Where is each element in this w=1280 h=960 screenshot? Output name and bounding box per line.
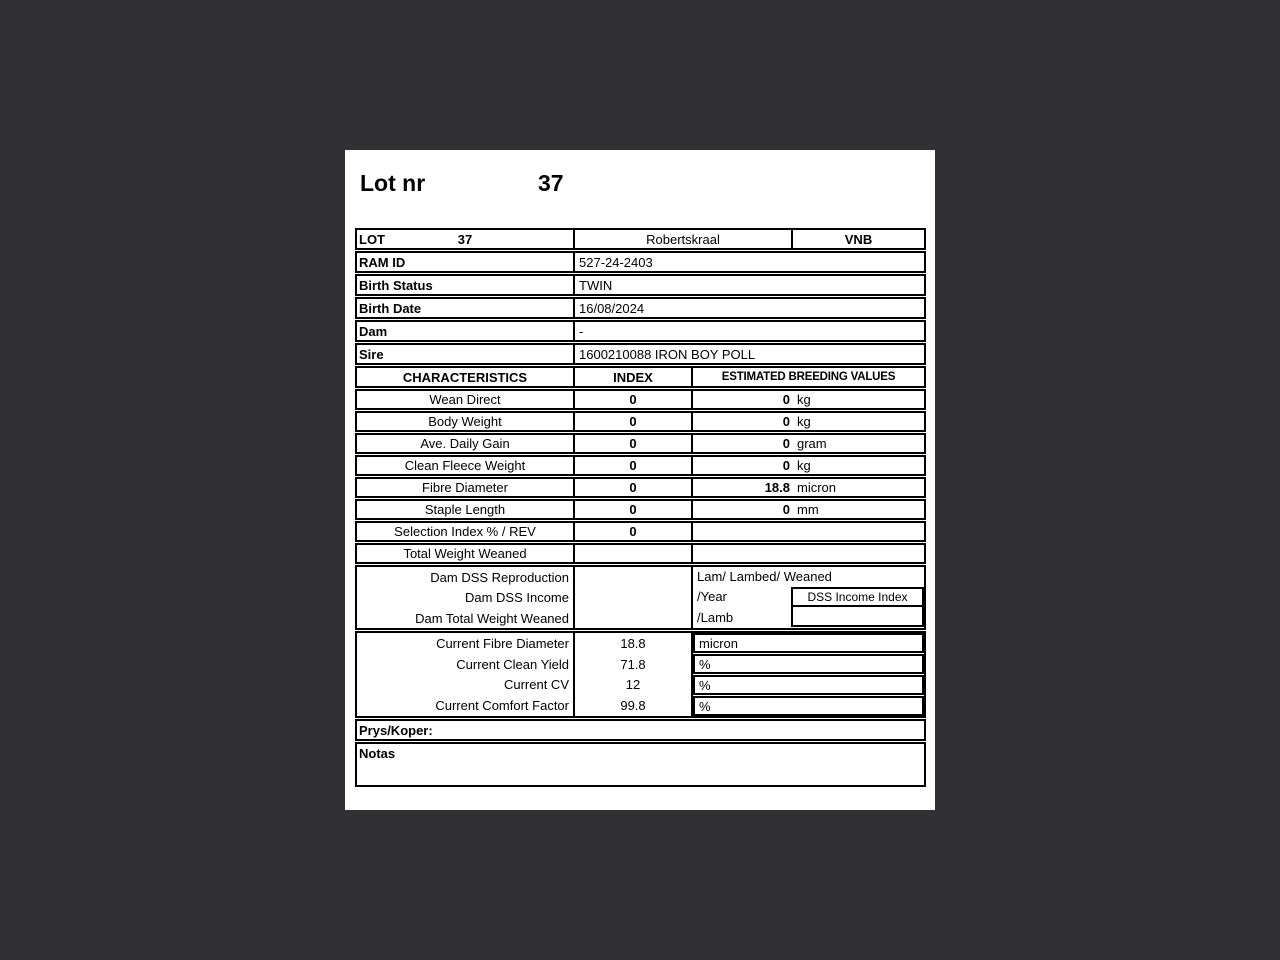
dss-income-index-boxes bbox=[791, 587, 924, 627]
index-value: 0 bbox=[575, 413, 693, 430]
table-row-dam bbox=[355, 320, 926, 342]
table-row-staple-length bbox=[355, 499, 926, 520]
ebv-cell bbox=[693, 457, 924, 474]
dam-dss-reproduction-label: Dam DSS Reproduction bbox=[430, 570, 569, 585]
table-row-total-weight-weaned bbox=[355, 543, 926, 564]
index-value: 0 bbox=[575, 457, 693, 474]
characteristic-label: Selection Index % / REV bbox=[357, 523, 575, 540]
lot-nr-label: Lot nr bbox=[360, 170, 426, 196]
lot-sheet-page bbox=[345, 150, 935, 810]
ebv-header: ESTIMATED BREEDING VALUES bbox=[721, 371, 896, 383]
characteristic-label: Staple Length bbox=[357, 501, 575, 518]
dam-dss-income-label: Dam DSS Income bbox=[464, 590, 569, 606]
table-row-clean-fleece-weight bbox=[355, 455, 926, 476]
ebv-unit: micron bbox=[797, 480, 837, 495]
page-title bbox=[360, 170, 920, 200]
current-comfort-factor-value: 99.8 bbox=[620, 698, 646, 714]
table-row-ram-id bbox=[355, 251, 926, 273]
table-row-wean-direct bbox=[355, 389, 926, 410]
ebv-value: 0 bbox=[782, 414, 790, 429]
per-year-label: /Year bbox=[697, 589, 727, 605]
characteristic-label: Wean Direct bbox=[357, 391, 575, 408]
current-fibre-diameter-unit: micron bbox=[693, 633, 924, 653]
dam-dss-block bbox=[355, 565, 926, 630]
characteristics-header-row bbox=[355, 366, 926, 388]
table-row-ave-daily-gain bbox=[355, 433, 926, 454]
table-row-birth-status bbox=[355, 274, 926, 296]
current-fibre-diameter-value: 18.8 bbox=[620, 636, 646, 651]
per-lamb-label: /Lamb bbox=[697, 609, 734, 625]
notes-row bbox=[355, 742, 926, 787]
index-value: 0 bbox=[575, 479, 693, 496]
table-row-sire bbox=[355, 343, 926, 365]
price-buyer-label: Prys/Koper: bbox=[359, 722, 433, 738]
birth-date-label: Birth Date bbox=[357, 299, 575, 317]
dss-income-index-label: DSS Income Index bbox=[791, 587, 924, 607]
table-row-selection-index bbox=[355, 521, 926, 542]
index-value bbox=[575, 545, 693, 562]
ebv-unit: gram bbox=[797, 436, 827, 451]
birth-status-value: TWIN bbox=[579, 277, 613, 293]
ebv-cell bbox=[693, 501, 924, 518]
lam-lambed-weaned-label: Lam/ Lambed/ Weaned bbox=[697, 569, 832, 584]
current-labels bbox=[357, 633, 575, 716]
ebv-unit: kg bbox=[797, 392, 811, 407]
lot-nr-value: 37 bbox=[538, 170, 564, 196]
index-value: 0 bbox=[575, 523, 693, 540]
ebv-unit: kg bbox=[797, 458, 811, 473]
current-units bbox=[693, 633, 924, 716]
lot-label: LOT bbox=[359, 231, 385, 247]
dam-value: - bbox=[579, 323, 584, 339]
characteristic-label: Body Weight bbox=[357, 413, 575, 430]
ebv-unit: kg bbox=[797, 414, 811, 429]
stud-name: Robertskraal bbox=[575, 230, 793, 248]
lot-cell bbox=[357, 230, 575, 248]
lot-data-table bbox=[355, 228, 926, 788]
ebv-value: 0 bbox=[782, 436, 790, 451]
index-value: 0 bbox=[575, 501, 693, 518]
dam-dss-right-cell bbox=[693, 567, 924, 628]
current-comfort-factor-unit: % bbox=[693, 696, 924, 716]
ebv-cell bbox=[693, 545, 924, 562]
current-fibre-diameter-label: Current Fibre Diameter bbox=[436, 636, 569, 651]
dam-label: Dam bbox=[357, 322, 575, 340]
dam-dss-labels bbox=[357, 567, 575, 628]
current-comfort-factor-label: Current Comfort Factor bbox=[435, 698, 569, 714]
sire-label: Sire bbox=[357, 345, 575, 363]
dam-dss-index-cell bbox=[575, 567, 693, 628]
ebv-cell bbox=[693, 413, 924, 430]
ram-id-value: 527-24-2403 bbox=[579, 254, 653, 270]
dss-income-index-value bbox=[791, 607, 924, 627]
birth-status-label: Birth Status bbox=[357, 276, 575, 294]
characteristics-header: CHARACTERISTICS bbox=[357, 368, 575, 386]
ebv-cell bbox=[693, 391, 924, 408]
ebv-cell bbox=[693, 479, 924, 496]
ebv-unit: mm bbox=[797, 502, 819, 517]
characteristic-label: Ave. Daily Gain bbox=[357, 435, 575, 452]
birth-date-value: 16/08/2024 bbox=[579, 300, 645, 316]
ebv-cell bbox=[693, 523, 924, 540]
ebv-value: 0 bbox=[782, 392, 790, 407]
index-value: 0 bbox=[575, 435, 693, 452]
sire-value: 1600210088 IRON BOY POLL bbox=[579, 346, 756, 362]
index-value: 0 bbox=[575, 391, 693, 408]
table-row-body-weight bbox=[355, 411, 926, 432]
ebv-value: 18.8 bbox=[764, 480, 790, 495]
table-row-lot bbox=[355, 228, 926, 250]
characteristic-label: Total Weight Weaned bbox=[357, 545, 575, 562]
current-measurements-block bbox=[355, 631, 926, 718]
current-cv-value: 12 bbox=[625, 677, 641, 693]
current-clean-yield-value: 71.8 bbox=[620, 656, 646, 672]
index-header: INDEX bbox=[575, 368, 693, 386]
table-row-fibre-diameter bbox=[355, 477, 926, 498]
ebv-cell bbox=[693, 435, 924, 452]
notes-label: Notas bbox=[359, 746, 396, 761]
lot-value: 37 bbox=[457, 231, 473, 247]
current-values bbox=[575, 633, 693, 716]
characteristic-label: Fibre Diameter bbox=[357, 479, 575, 496]
current-cv-label: Current CV bbox=[503, 677, 569, 693]
current-cv-unit: % bbox=[693, 675, 924, 695]
current-clean-yield-unit: % bbox=[693, 654, 924, 674]
price-buyer-row bbox=[355, 719, 926, 741]
table-row-birth-date bbox=[355, 297, 926, 319]
ebv-value: 0 bbox=[782, 502, 790, 517]
ebv-value: 0 bbox=[782, 458, 790, 473]
stud-code: VNB bbox=[844, 231, 873, 247]
ram-id-label: RAM ID bbox=[357, 253, 575, 271]
dam-total-weight-weaned-label: Dam Total Weight Weaned bbox=[415, 610, 569, 626]
current-clean-yield-label: Current Clean Yield bbox=[456, 656, 569, 672]
characteristic-label: Clean Fleece Weight bbox=[357, 457, 575, 474]
